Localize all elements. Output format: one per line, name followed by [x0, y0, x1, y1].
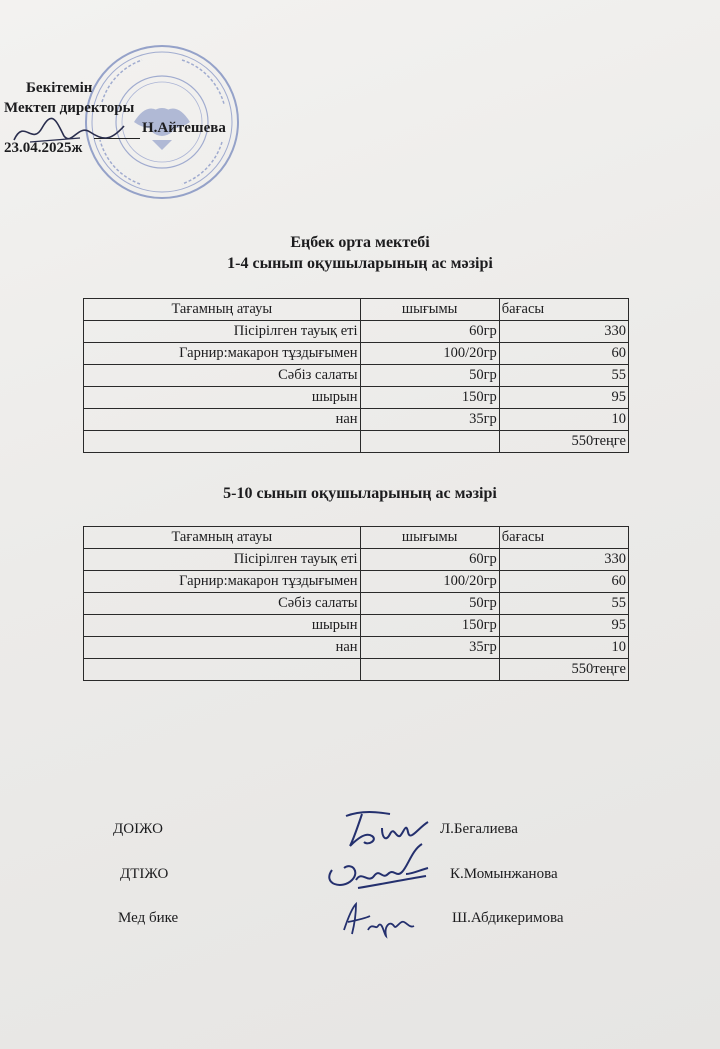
signer-name: Ш.Абдикеримова	[452, 910, 564, 926]
table-row	[84, 409, 629, 431]
dish-name: шырын	[84, 387, 361, 409]
dish-yield: 50гр	[360, 593, 499, 615]
dish-name: Сәбіз салаты	[84, 593, 361, 615]
director-position: Мектеп директоры	[4, 100, 135, 116]
dish-yield: 150гр	[360, 387, 499, 409]
school-title: Еңбек орта мектебі	[290, 234, 430, 251]
dish-yield: 100/20гр	[360, 343, 499, 365]
dish-name: Пісірілген тауық еті	[84, 549, 361, 571]
dish-price: 55	[499, 593, 628, 615]
dish-name: нан	[84, 637, 361, 659]
director-signature	[10, 112, 130, 152]
empty-cell	[360, 431, 499, 453]
dish-name: шырын	[84, 615, 361, 637]
dish-name: Гарнир:макарон тұздығымен	[84, 571, 361, 593]
table-header-row	[84, 527, 629, 549]
table-row	[84, 365, 629, 387]
dish-price: 95	[499, 387, 628, 409]
signature-mark	[338, 900, 418, 940]
empty-cell	[84, 659, 361, 681]
header-yield: шығымы	[360, 527, 499, 549]
dish-price: 60	[499, 571, 628, 593]
empty-cell	[84, 431, 361, 453]
dish-price: 95	[499, 615, 628, 637]
header-dish-name: Тағамның атауы	[84, 299, 361, 321]
dish-name: Сәбіз салаты	[84, 365, 361, 387]
total-price: 550теңге	[499, 431, 628, 453]
header-price: бағасы	[499, 527, 628, 549]
total-row	[84, 659, 629, 681]
signer-role: ДОІЖО	[113, 821, 163, 837]
dish-price: 55	[499, 365, 628, 387]
table-row	[84, 615, 629, 637]
table-header-row	[84, 299, 629, 321]
dish-price: 10	[499, 637, 628, 659]
dish-yield: 60гр	[360, 549, 499, 571]
table-row	[84, 549, 629, 571]
header-dish-name: Тағамның атауы	[84, 527, 361, 549]
dish-name: Гарнир:макарон тұздығымен	[84, 343, 361, 365]
dish-price: 60	[499, 343, 628, 365]
dish-name: Пісірілген тауық еті	[84, 321, 361, 343]
dish-yield: 35гр	[360, 637, 499, 659]
total-price: 550теңге	[499, 659, 628, 681]
dish-price: 10	[499, 409, 628, 431]
director-name: Н.Айтешева	[142, 120, 226, 136]
signer-name: Л.Бегалиева	[440, 821, 518, 837]
table-row	[84, 321, 629, 343]
table-row	[84, 343, 629, 365]
signer-name: К.Момынжанова	[450, 866, 558, 882]
menu1-title: 1-4 сынып оқушыларының ас мәзірі	[227, 255, 493, 272]
dish-price: 330	[499, 321, 628, 343]
dish-yield: 60гр	[360, 321, 499, 343]
dish-yield: 50гр	[360, 365, 499, 387]
dish-yield: 35гр	[360, 409, 499, 431]
menu2-title: 5-10 сынып оқушыларының ас мәзірі	[223, 485, 497, 502]
approval-date: 23.04.2025ж	[4, 140, 83, 156]
dish-yield: 150гр	[360, 615, 499, 637]
header-price: бағасы	[499, 299, 628, 321]
approval-label: Бекітемін	[26, 80, 93, 96]
dish-yield: 100/20гр	[360, 571, 499, 593]
signer-role: Мед бике	[118, 910, 179, 926]
table-row	[84, 571, 629, 593]
dish-name: нан	[84, 409, 361, 431]
signer-role: ДТІЖО	[120, 866, 169, 882]
total-row	[84, 431, 629, 453]
menu1-table	[83, 298, 629, 453]
table-row	[84, 593, 629, 615]
signature-mark	[322, 840, 442, 896]
table-row	[84, 637, 629, 659]
table-row	[84, 387, 629, 409]
empty-cell	[360, 659, 499, 681]
header-yield: шығымы	[360, 299, 499, 321]
menu2-table	[83, 526, 629, 681]
dish-price: 330	[499, 549, 628, 571]
